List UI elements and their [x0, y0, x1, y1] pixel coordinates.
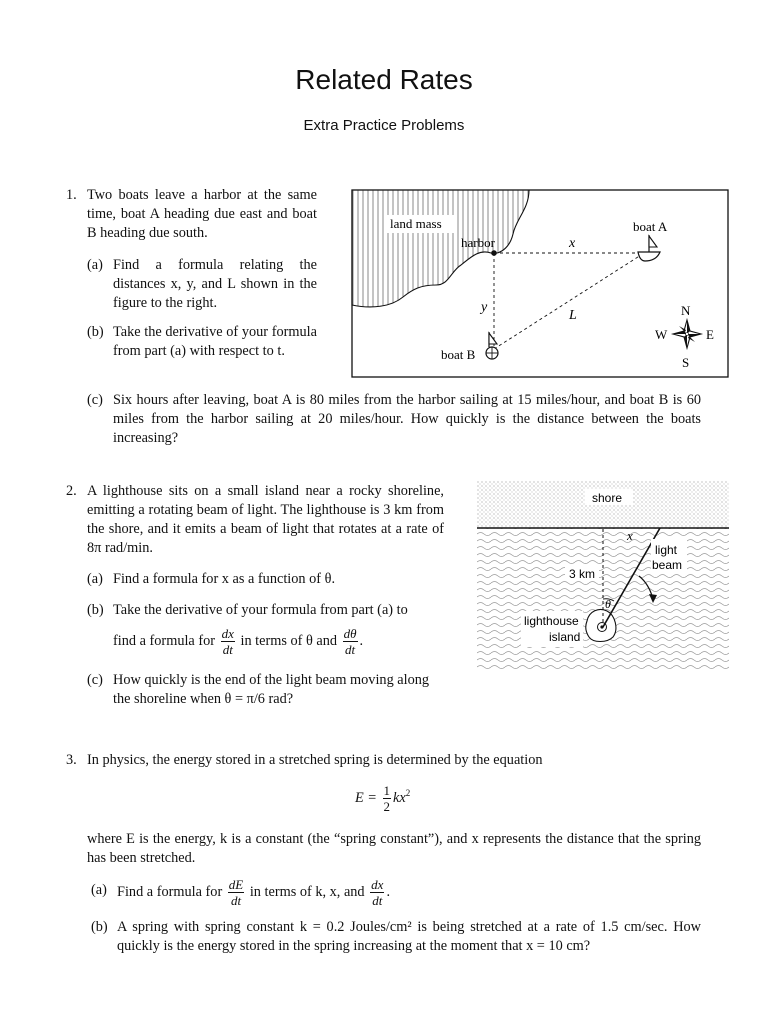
compass-e: E — [706, 327, 714, 342]
frac-den: dt — [230, 893, 242, 908]
frac-num: dx — [371, 877, 384, 892]
page-title: Related Rates — [295, 64, 473, 95]
problem-2a-label: (a) — [87, 571, 103, 587]
frac-num: dθ — [343, 626, 357, 641]
theta-label: θ — [605, 597, 611, 611]
problem-2b-label: (b) — [87, 602, 104, 618]
problem-3-number: 3. — [66, 752, 77, 768]
problem-3a-label: (a) — [91, 882, 107, 898]
page-subtitle: Extra Practice Problems — [303, 117, 465, 134]
problem-2b-line1: Take the derivative of your formula from part (a) to — [113, 602, 408, 618]
land-mass-label: land mass — [390, 216, 442, 231]
boat-b-label: boat B — [441, 347, 476, 362]
frac-num: 1 — [383, 783, 391, 798]
problem-3a-text2: in terms of k, x, and — [249, 883, 365, 900]
problem-2-number: 2. — [66, 483, 77, 499]
boat-a-label: boat A — [633, 219, 668, 234]
boats-diagram — [351, 189, 729, 379]
L-label: L — [569, 308, 577, 323]
frac-num: dx — [221, 626, 234, 641]
problem-1a-text: Find a formula relating the distances x, y, and L shown in the figure to the right. — [113, 257, 317, 311]
problem-3a-text1: Find a formula for — [117, 883, 223, 900]
frac-den: 2 — [383, 799, 391, 814]
dx-dt-fraction — [370, 877, 384, 908]
problem-2-text: A lighthouse sits on a small island near a rocky shoreline, emitting a rotating beam of light. The lighthouse is 3 km from the shore, and it emits a beam of light that rotates at a rate of 8π rad/min. — [87, 483, 444, 556]
problem-1c-text: Six hours after leaving, boat A is 80 miles from the harbor sailing at 15 miles/hour, and boat B is 60 miles from the harbor sailing at 20 miles/hour. How quickly is the distance between the boats increasing? — [113, 392, 701, 446]
frac-den: dt — [222, 642, 233, 657]
problem-2b-text2c: . — [359, 632, 364, 649]
lighthouse-diagram — [477, 481, 729, 671]
problem-1c-label: (c) — [87, 392, 103, 408]
x-label: x — [627, 528, 633, 543]
problem-3b-label: (b) — [91, 919, 108, 935]
problem-2b-text2a: find a formula for — [113, 632, 216, 649]
x-label: x — [569, 236, 576, 251]
problem-3b-text: A spring with spring constant k = 0.2 Joules/cm² is being stretched at a rate of 1.5 cm/sec. How quickly is the energy stored in the spring increasing at the moment that x = 10 cm? — [117, 919, 701, 954]
dtheta-dt-fraction — [343, 626, 358, 657]
island-label: island — [549, 630, 581, 644]
spring-equation — [355, 783, 410, 814]
problem-1a-label: (a) — [87, 257, 103, 273]
problem-1-text: Two boats leave a harbor at the same time, boat A heading due east and boat B heading due south. — [87, 187, 317, 241]
frac-den: dt — [372, 893, 383, 908]
problem-1b-label: (b) — [87, 324, 104, 340]
problem-3a-line — [117, 877, 390, 908]
shore-label: shore — [592, 491, 623, 505]
compass-n: N — [681, 303, 691, 318]
compass-s: S — [682, 355, 690, 370]
problem-2c-text: How quickly is the end of the light beam moving along the shoreline when θ = π/6 rad? — [113, 672, 430, 707]
frac-num: dE — [228, 877, 244, 892]
equation-lhs: E = — [355, 790, 377, 806]
problem-2c-label: (c) — [87, 672, 103, 688]
problem-2b-line2 — [113, 626, 453, 657]
one-half-fraction — [383, 783, 392, 814]
problem-3a-text3: . — [386, 883, 391, 900]
compass-w: W — [655, 327, 668, 342]
problem-3-where: where E is the energy, k is a constant (the “spring constant”), and x represents the distance that the spring has been stretched. — [87, 831, 701, 866]
problem-3-text: In physics, the energy stored in a stretched spring is determined by the equation — [87, 752, 543, 768]
problem-1b-text: Take the derivative of your formula from part (a) with respect to t. — [113, 324, 317, 359]
dE-dt-fraction — [228, 877, 244, 908]
dx-dt-fraction — [221, 626, 235, 657]
light-label: light — [655, 543, 678, 557]
problem-2a-text: Find a formula for x as a function of θ. — [113, 571, 336, 587]
problem-1-number: 1. — [66, 187, 77, 203]
lighthouse-label: lighthouse — [524, 614, 579, 628]
beam-label: beam — [652, 558, 683, 572]
distance-label: 3 km — [569, 567, 596, 581]
equation-exponent: 2 — [405, 788, 411, 799]
frac-den: dt — [345, 642, 356, 657]
harbor-label: harbor — [461, 235, 495, 250]
equation-rhs: kx — [393, 790, 406, 806]
problem-2b-text2b: in terms of θ and — [240, 632, 338, 649]
y-label: y — [481, 300, 488, 315]
